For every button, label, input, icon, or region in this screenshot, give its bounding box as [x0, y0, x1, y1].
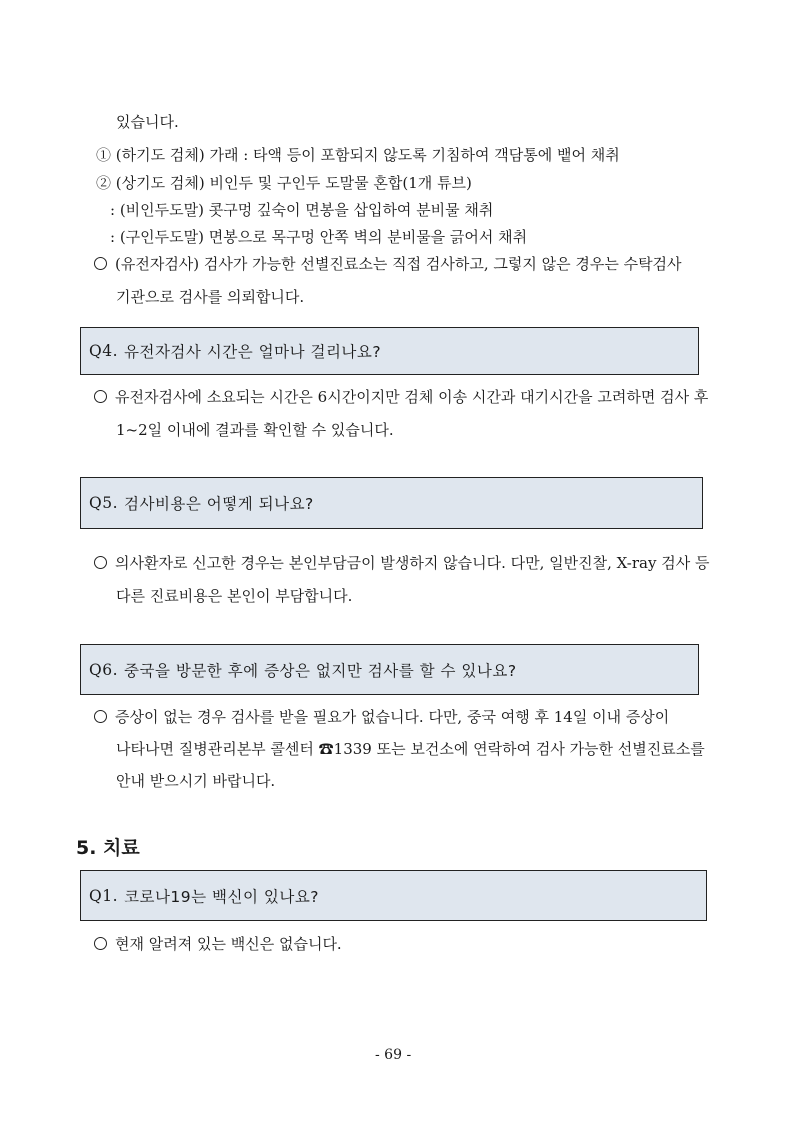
paragraph-text: (유전자검사) 검사가 가능한 선별진료소는 직접 검사하고, 그렇지 않은 경우는 수탁검사	[115, 255, 682, 273]
bullet-circle-icon	[94, 390, 107, 403]
answer-continuation: 안내 받으시기 바랍니다.	[116, 772, 276, 790]
question-box-q1	[80, 870, 707, 921]
answer-continuation: 다른 진료비용은 본인이 부담합니다.	[116, 587, 353, 605]
section-title: 5. 치료	[76, 837, 140, 859]
question-number: Q4.	[89, 342, 118, 360]
answer-text: 유전자검사에 소요되는 시간은 6시간이지만 검체 이송 시간과 대기시간을 고려하면 검사 후	[115, 388, 709, 406]
answer-q4	[94, 387, 708, 407]
list-item-upper-airway: ② (상기도 검체) 비인두 및 구인두 도말물 혼합(1개 튜브)	[96, 174, 472, 192]
question-text: 중국을 방문한 후에 증상은 없지만 검사를 할 수 있나요?	[124, 661, 517, 680]
answer-continuation: 나타나면 질병관리본부 콜센터 ☎1339 또는 보건소에 연락하여 검사 가능한 선별진료소를	[116, 740, 705, 758]
question-number: Q6.	[89, 660, 118, 679]
answer-q6	[94, 707, 669, 727]
answer-continuation: 1~2일 이내에 결과를 확인할 수 있습니다.	[116, 421, 394, 439]
sub-item-oropharyngeal: : (구인두도말) 면봉으로 목구멍 안쪽 벽의 분비물을 긁어서 채취	[110, 228, 528, 246]
answer-text: 의사환자로 신고한 경우는 본인부담금이 발생하지 않습니다. 다만, 일반진찰, X-ray 검사 등	[115, 554, 710, 572]
question-text: 유전자검사 시간은 얼마나 걸리나요?	[124, 343, 382, 361]
paragraph-continuation: 기관으로 검사를 의뢰합니다.	[116, 288, 305, 306]
bullet-circle-icon	[94, 937, 107, 950]
question-text: 코로나19는 백신이 있나요?	[124, 887, 320, 906]
bullet-circle-icon	[94, 710, 107, 723]
text-continuation: 있습니다.	[116, 113, 179, 131]
sub-item-nasopharyngeal: : (비인두도말) 콧구멍 깊숙이 면봉을 삽입하여 분비물 채취	[110, 201, 494, 219]
question-text: 검사비용은 어떻게 되나요?	[124, 495, 314, 513]
question-box-q4	[80, 327, 699, 375]
answer-q1	[94, 934, 342, 954]
page-number: - 69 -	[375, 1047, 412, 1063]
question-box-q6	[80, 644, 699, 695]
question-box-q5	[80, 477, 703, 529]
bullet-genetic-test	[94, 254, 682, 274]
bullet-circle-icon	[94, 556, 107, 569]
list-item-sputum: ① (하기도 검체) 가래 : 타액 등이 포함되지 않도록 기침하여 객담통에 뱉어 채취	[96, 146, 620, 164]
question-number: Q5.	[89, 494, 118, 512]
answer-q5	[94, 553, 709, 573]
answer-text: 현재 알려져 있는 백신은 없습니다.	[115, 935, 342, 953]
question-number: Q1.	[89, 886, 118, 905]
answer-text: 증상이 없는 경우 검사를 받을 필요가 없습니다. 다만, 중국 여행 후 14일 이내 증상이	[115, 708, 670, 726]
bullet-circle-icon	[94, 257, 107, 270]
